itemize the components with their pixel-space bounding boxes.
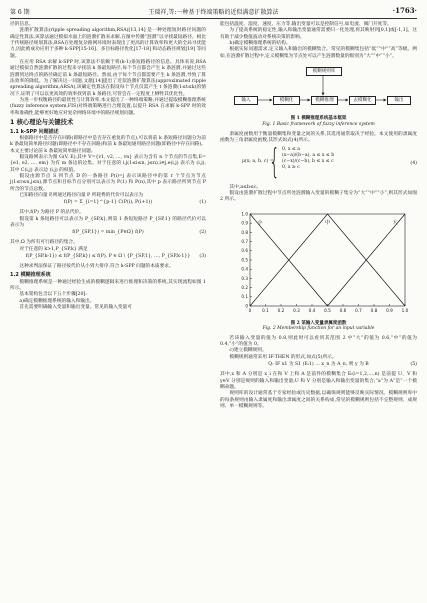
fuzzify-box: 模糊化	[273, 96, 300, 105]
rule-base-box: 模糊规则库	[306, 67, 342, 76]
x-tick-label: 0.3	[293, 307, 300, 313]
equation-1	[10, 200, 206, 209]
x-tick-label: 0.1	[262, 307, 269, 313]
x-tick-label: 0.4	[308, 307, 316, 313]
series-label: 小	[257, 219, 263, 226]
output-box: 输出	[387, 96, 411, 105]
paragraph: 基本架构包含以下五个步骤[20]:	[19, 292, 87, 298]
equation-number: (1)	[199, 200, 206, 206]
paragraph: b)确定模糊推理系统的结构。	[229, 41, 291, 47]
paragraph: 已知路径向量 P,则通过路径向量 P 所耗费的代价可以表示为	[19, 192, 144, 198]
caption-cn: 图 1 模糊推理系统基本框架	[290, 116, 347, 122]
equation-cases	[282, 147, 334, 171]
y-tick-label: 0	[245, 303, 248, 309]
equation-4	[220, 141, 417, 183]
inference-box: 模糊推理	[311, 96, 338, 105]
x-tick-label: 0.6	[339, 307, 347, 313]
paragraph: 径的信息。	[10, 22, 34, 27]
paragraph: 假设路网表示为图 G(V, E),其中 V={v1, v2, …, vn} 表示为含有 n 个节点的节点集,E={e1, e2, …, em} 为有 m 条边的边集。对于任意的 i,j(1≤i≤n, j≤n),i≠j,e(i,j) 表示为 (i,j),其中 C(i,j) 表示边 (i,j) 的权值。	[10, 154, 206, 173]
input-box: 输入	[234, 96, 258, 105]
x-tick-label: 0.5	[324, 307, 331, 313]
paragraph: 其中,f(P) 为路径 P 的总代价。	[19, 210, 84, 216]
equation-number: (4)	[410, 160, 417, 166]
x-tick-label: 1.0	[401, 307, 409, 313]
series-line	[250, 214, 405, 306]
x-tick-label: 0	[248, 307, 252, 313]
equation-case: (c−x)/(c−b), b ≤ x ≤ c	[282, 158, 334, 164]
y-tick-label: 0.8	[241, 229, 248, 235]
equation-number: (2)	[199, 230, 206, 236]
equation-body: f(P_{SP,1}) = min_{P∈Ω} f(P)	[72, 230, 144, 236]
y-tick-label: 1.0	[241, 211, 248, 217]
paragraph: 根据路径中是否存在回路(即路径中是否存在重复的节点),可以将前 k 条短路径问题分为前 k 条最短简单路径问题(即路径中不存在回路)和前 k 条最短通用路径问题(即路径中存在回路)。本文主要讨论前 k 条最短简单路径问题。	[10, 135, 206, 154]
paragraph: c)建立模糊规则。	[229, 348, 267, 354]
paragraph: 隶属度函数用于衡量模糊集和变量之间的关系,其选用通常取决于经验。本文使用的隶属度函数为三角隶属度函数,其形式如式(4)所示。	[220, 132, 417, 144]
paragraph: 模糊规则通常采用 IF-THEN 的形式,如式(5)所示。	[229, 354, 337, 360]
right-column	[220, 22, 417, 410]
paragraph: 对于任意的 k>1,P_{SP,k} 满足	[19, 246, 88, 252]
paragraph: 假设第 k 条短路径可以表示为 P_{SP,k},则第 1 条短短路径 P_{SP,1} 的路径代价可以表示为	[10, 216, 206, 228]
paragraph: 其中,a≤b≤c。	[229, 184, 262, 190]
series-label: 大	[392, 219, 398, 226]
paragraph: 假设由涟漪扩散过程中节点所处涟漪输入变量的模糊子集分为“大”“中”“小”,则其形式如图 2 所示。	[220, 191, 417, 203]
paragraph: 在应用 RSA 求解 k-SPP 时,该算法不依赖于将(k-1)条短路路径的信息。具体来说,RSA 通过模拟自然涟漪扩散的过程来寻找前 k 条最短路径,每个节点都会产生 k 条涟漪,并通过这些涟漪到达终点的路径确定前 k 条最短路径。然而,由于每个节点都需要产生 k 条涟漪,导致了算法效率的降低。为了解决这一问题,文献[14]提出了近似涟漪扩散算法(approximated ripple spreading algorithm,ARSA),该确定性算法在假设每个节点仅需产生 t 条涟漪(1≤t≤k)的情况下,证明了可以以更高效的效率找到前 k 条路径,尽管会在一定程度上牺牲其优化性。	[10, 60, 206, 97]
y-tick-label: 0.4	[241, 266, 248, 272]
equation-lhs: μ(x; a, b, c) =	[242, 158, 274, 164]
paragraph: 若该输入变量的值为 0.8,则此时可以看到其范围 2 中“大”的值为 0.6,“中”的值为 0.4,“小”的值为 0。	[220, 335, 417, 348]
y-tick-label: 0.9	[241, 220, 248, 226]
equation-body: Q: IF x1 为 S1 (Eᵢ1) … x_n 为 A_n, 则 y 为 B	[268, 362, 369, 368]
paragraph: a)确定模糊推理系统的输入和输出。	[19, 298, 95, 304]
y-tick-label: 0.1	[241, 293, 248, 299]
paragraph: 其中,x 和 A 分别是 x_i 在和 V 上和 A 是前件的模糊集合 Eᵢ(i=1,2,…,n) 是前提 U、V 和 y∈V 分别是规则的输入和输出变量;U 和 V 分别是输入和输出变量的集合;“a”为 A“是”一个模糊命题。	[220, 372, 417, 390]
equation-case: 0, x ≥ c	[282, 164, 300, 170]
paragraph: 涟漪扩散算法(ripple spreading algorithm,RSA)[13,14] 是一种处理短时路径问题的确定性算法,该算法通过模拟水面上的涟漪扩散来求解,在图中传播“涟漪”以寻找最短路径。相比于传统路径规划算法,RSA在处理复杂路网环境时表现出了更高的计算效率和更大的全局寻优能力,因此被成功应用于多种 k-SPP[15-16]、多目标路径优化[17-18] 和动态路径规划[19] 等问题。	[10, 28, 206, 59]
subsection-heading: 1.1 k-SPP 问题描述	[10, 128, 59, 135]
x-tick-label: 0.9	[386, 307, 393, 313]
equation-4-body	[242, 141, 335, 182]
equation-body: f(P) = Σ_{i=1}^{p-1} C(P(i), P(i+1))	[63, 200, 153, 206]
y-tick-label: 0.6	[241, 247, 248, 253]
y-tick-label: 0.2	[241, 284, 248, 290]
left-column	[10, 22, 206, 311]
issue-number: 第 6 期	[10, 9, 30, 16]
plot-frame	[250, 214, 405, 306]
equation-case: 0, x ≤ a	[282, 146, 300, 152]
page-number: ·1763·	[392, 6, 417, 15]
y-tick-label: 0.7	[241, 238, 248, 244]
brace-glyph: {	[269, 141, 280, 182]
paragraph: 能包括温度、湿度、速度、压力等,输出变量可以是控制信号,如电流、阀门开度等。	[220, 22, 392, 27]
equation-2	[10, 230, 206, 239]
defuzzify-box: 去模糊化	[349, 96, 376, 105]
paragraph: 首先需要明确输入变量和输出变量。常见的输入变量可	[19, 305, 132, 311]
x-tick-label: 0.2	[277, 307, 285, 313]
caption-en: Fig. 2 Membership function for an input variable	[262, 326, 375, 332]
figure-1-caption	[220, 116, 417, 127]
figure-2-chart	[220, 206, 417, 336]
equation-body: f(P_{SP,k-1}) ≤ f(P_{SP,k}) ≤ f(P), P ∈ Ω \ {P_{SP,1}, …, P_{SP,k-1}}	[25, 254, 191, 259]
membership-chart	[220, 206, 417, 320]
section-heading: 1 核心理论与关键技术	[10, 119, 74, 127]
paragraph: 其中,Ω 为所有可行路径的集合。	[10, 240, 78, 246]
paragraph: 为了提高系统的稳定性,输入和输出变量通常需要归一化处理,将其映射到[0,1]或[-1,1]。这有助于减少数值波动对系统决策的影响。	[220, 28, 417, 40]
caption-en: Fig. 1 Basic framework of fuzzy inference system	[262, 121, 375, 127]
figure-1-diagram	[220, 62, 417, 132]
caption-cn: 图 2 某输入变量隶属度函数	[290, 320, 347, 326]
paragraph: 根据实际问题需求,定义输入和输出的模糊集合。常见的模糊集包括“低”“中”“高”等级。例如,在涟漪扩散过程中,定义模糊集为节点处可以产生涟漪数量的级别为“大”“中”“小”。	[220, 47, 417, 59]
header-rule	[10, 18, 417, 19]
paragraph: 规则库的设计通常基于专家经验或历史数据,以确保规则能够反映实际情况。模糊规则库中的每条规则由输入隶属度和输出隶属度之间的关系构成,常见的模糊规则包括不完整规则、成规则、单一模糊规则等。	[220, 391, 417, 409]
equation-5	[220, 362, 417, 371]
paragraph: 为进一步权衡路径的最优性与计算效率,本文提出了一种终端策略,并通过提取模糊推理系统(fuzzy inference system,FIS)对终端策略进行合理设置,以提升 RSA 在求解 k-SPP 时的效率和准确性,能够更好地应对复杂网络环境中的路径规划问题。	[10, 98, 206, 116]
x-tick-label: 0.8	[370, 307, 378, 313]
running-title: 王瑞祥,等:一种基于终端策略的近似满意扩散算法	[148, 9, 279, 16]
subsection-heading: 1.2 模糊推理系统	[10, 272, 51, 279]
running-header	[10, 6, 417, 18]
y-tick-label: 0.3	[241, 275, 248, 281]
equation-number: (5)	[410, 362, 417, 368]
paragraph: 这种求判法保证了路径按代价从小到大排序,符合 k-SPP 问题的本质要求。	[19, 264, 174, 269]
y-tick-label: 0.5	[241, 257, 248, 263]
equation-case: (x−a)/(b−a), a ≤ x ≤ b	[282, 152, 335, 158]
equation-3	[10, 254, 206, 263]
equation-number: (3)	[199, 254, 206, 259]
figure-2-caption	[220, 321, 417, 332]
paragraph: 假设由源节点 S 到节点 D 的一条路径 P(i)=j 表示该路径中的第 r 个节点为节点 j(1≤r≤n,j≤n),源节点和目标节点分别可以表示为 P(1) 和 P(n),其中 p 表示路径所到节点 P 所含的节点总数。	[10, 173, 206, 192]
paragraph: 模糊推理系统是一种通过经验生成的模糊逻辑来进行推理和决策的系统,其实现流程如图 1 所示。	[10, 279, 206, 292]
x-tick-label: 0.7	[355, 307, 362, 313]
series-label: 中	[324, 219, 331, 226]
